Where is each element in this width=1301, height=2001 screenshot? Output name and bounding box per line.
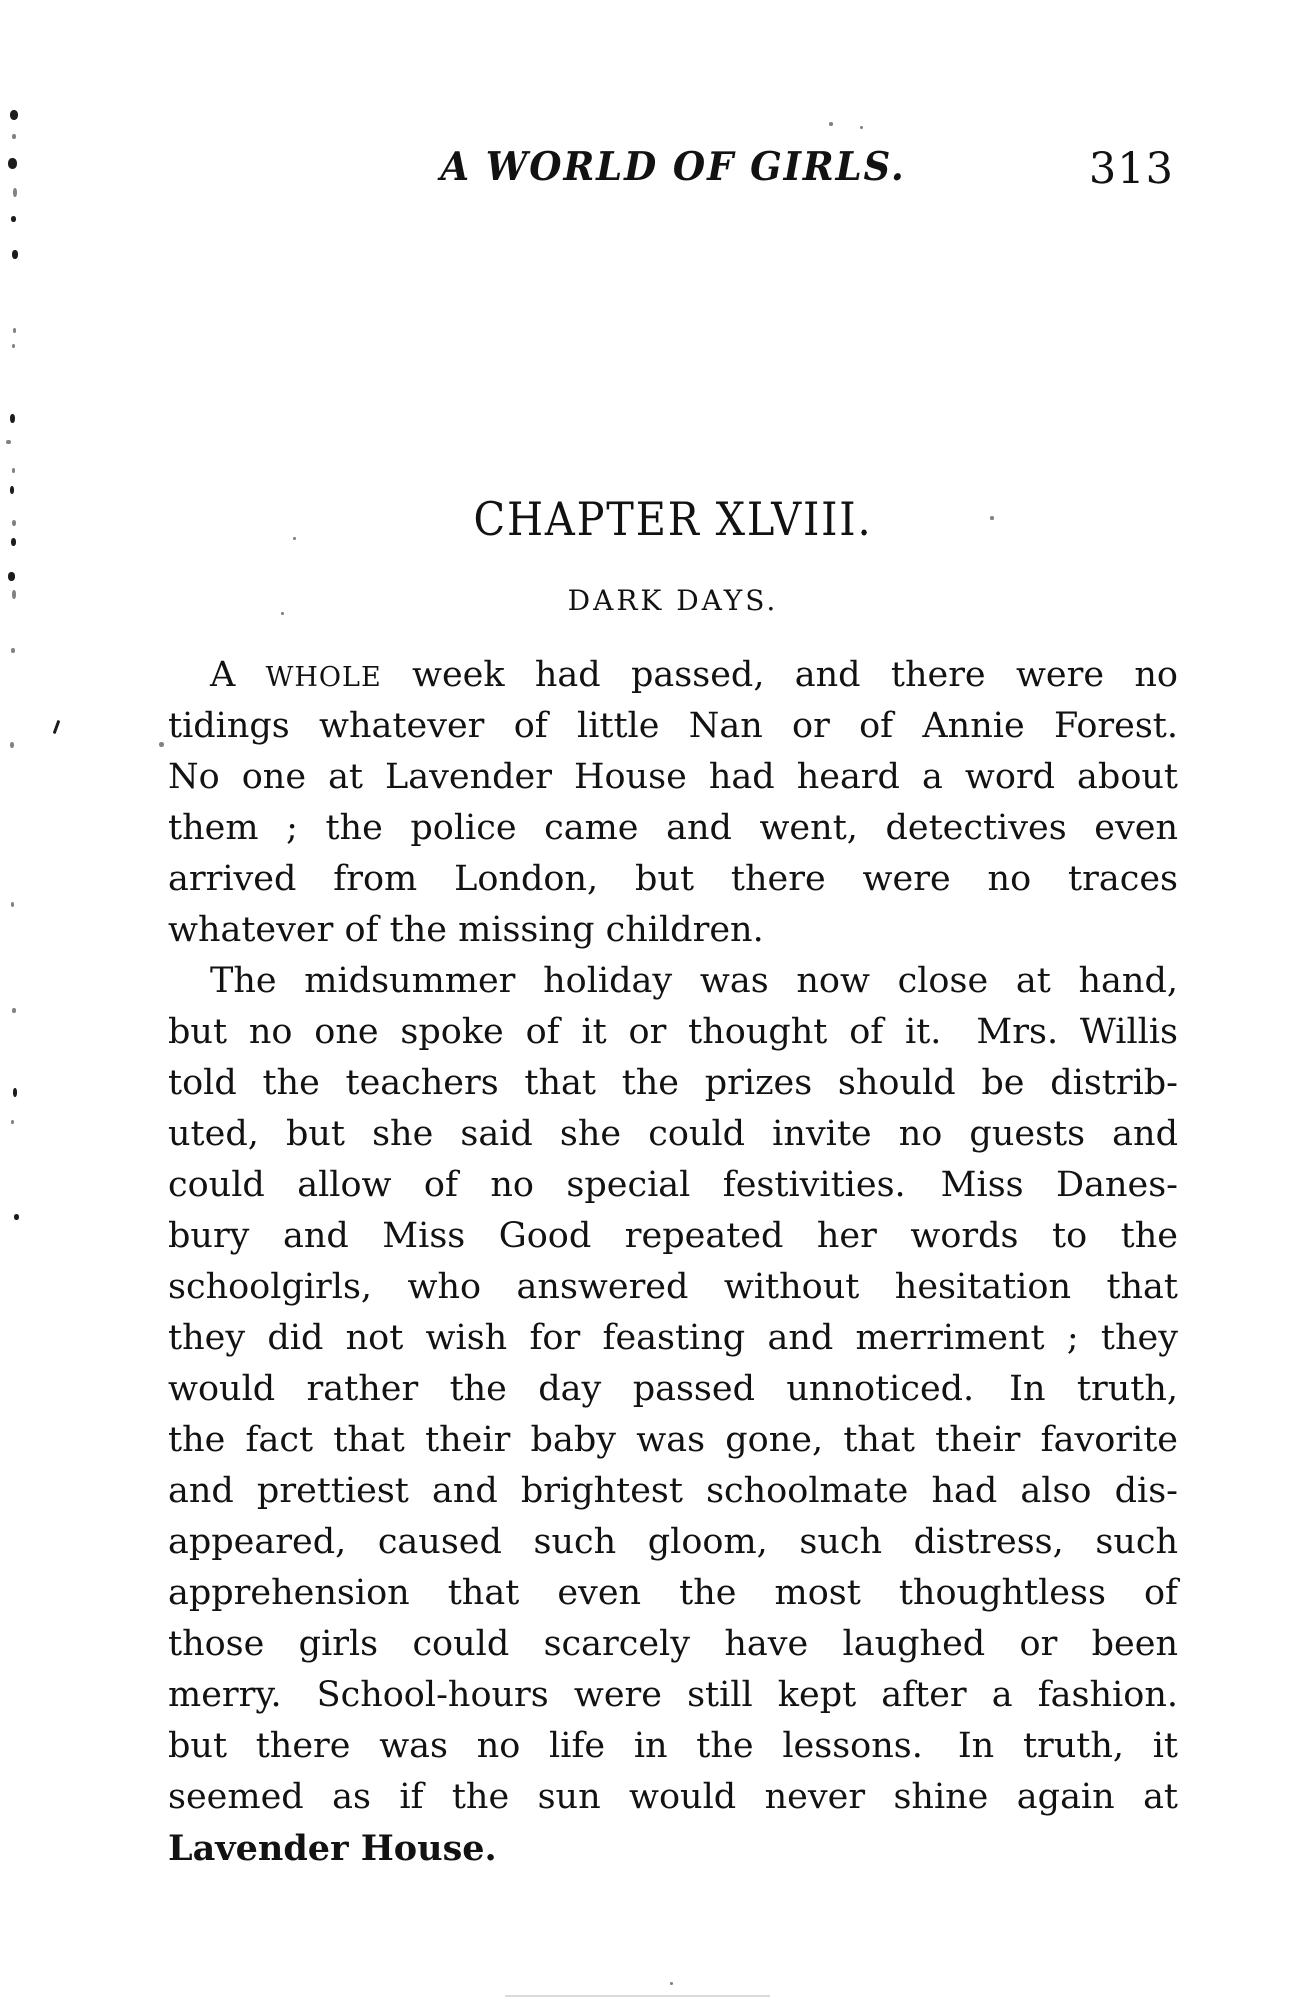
text-line: seemed as if the sun would never shine again at [168,1777,1178,1817]
scan-speck [293,537,296,540]
text-line: whatever of the missing children. [168,910,764,950]
opening-rest: week had passed, and there were no [381,655,1178,695]
scan-speck [11,1120,14,1124]
scan-speck [12,1008,16,1013]
scan-artifact-line [505,1995,770,1997]
text-line: they did not wish for feasting and merriment ; they [168,1318,1178,1358]
scan-speck [11,902,14,907]
scan-speck [670,1982,673,1985]
scan-speck [10,742,14,748]
text-line: could allow of no special festivities. Miss Danes- [168,1165,1178,1205]
scan-speck [860,126,863,129]
small-caps-word: WHOLE [265,662,382,693]
text-line: but no one spoke of it or thought of it. Mrs. Willis [168,1012,1178,1052]
scan-speck [12,344,15,348]
scan-speck [13,1088,17,1097]
scan-speck [11,538,16,546]
text-line: tidings whatever of little Nan or of Annie Forest. [168,706,1178,746]
scan-speck [10,486,14,494]
scan-speck [12,250,18,259]
text-line: and prettiest and brightest schoolmate had also dis- [168,1471,1178,1511]
body-text [168,650,1178,1874]
text-line: Lavender House. [168,1828,497,1869]
scan-speck [14,1214,19,1220]
text-line: those girls could scarcely have laughed or been [168,1624,1178,1664]
text-line: but there was no life in the lessons. In truth, it [168,1726,1178,1766]
scan-speck [12,590,16,599]
chapter-heading: CHAPTER XLVIII. [473,492,873,546]
scan-speck [13,188,17,197]
scan-speck [829,122,833,126]
scan-speck [13,328,16,333]
scan-speck [11,648,15,653]
scan-speck [10,414,15,423]
text-line: bury and Miss Good repeated her words to the [168,1216,1178,1256]
opening-word: A [210,655,266,695]
scan-speck [8,572,15,581]
page-header [168,144,1178,196]
scan-speck [11,216,16,222]
scan-slash-mark [53,720,61,734]
scan-speck [159,742,164,747]
text-line: apprehension that even the most thoughtless of [168,1573,1178,1613]
text-line [168,650,1178,701]
scan-speck [8,158,17,169]
text-line: merry. School-hours were still kept after a fashion. [168,1675,1178,1715]
scan-speck [12,468,15,473]
text-line: schoolgirls, who answered without hesitation that [168,1267,1178,1307]
text-line: The midsummer holiday was now close at hand, [210,961,1178,1001]
scan-speck [6,440,11,444]
text-line: arrived from London, but there were no traces [168,859,1178,899]
scan-speck [281,612,284,615]
running-header-title: A WORLD OF GIRLS. [440,144,906,190]
text-line: told the teachers that the prizes should be distrib- [168,1063,1178,1103]
text-line: appeared, caused such gloom, such distress, such [168,1522,1178,1562]
text-line: them ; the police came and went, detectives even [168,808,1178,848]
text-line: uted, but she said she could invite no guests and [168,1114,1178,1154]
chapter-subheading: DARK DAYS. [567,584,779,617]
scan-speck [12,520,16,526]
page-number: 313 [1088,144,1174,194]
scan-speck [10,110,18,120]
text-line: the fact that their baby was gone, that their favorite [168,1420,1178,1460]
text-line: No one at Lavender House had heard a word about [168,757,1178,797]
scan-speck [12,134,16,139]
text-line: would rather the day passed unnoticed. In truth, [168,1369,1178,1409]
scan-speck [990,516,994,520]
